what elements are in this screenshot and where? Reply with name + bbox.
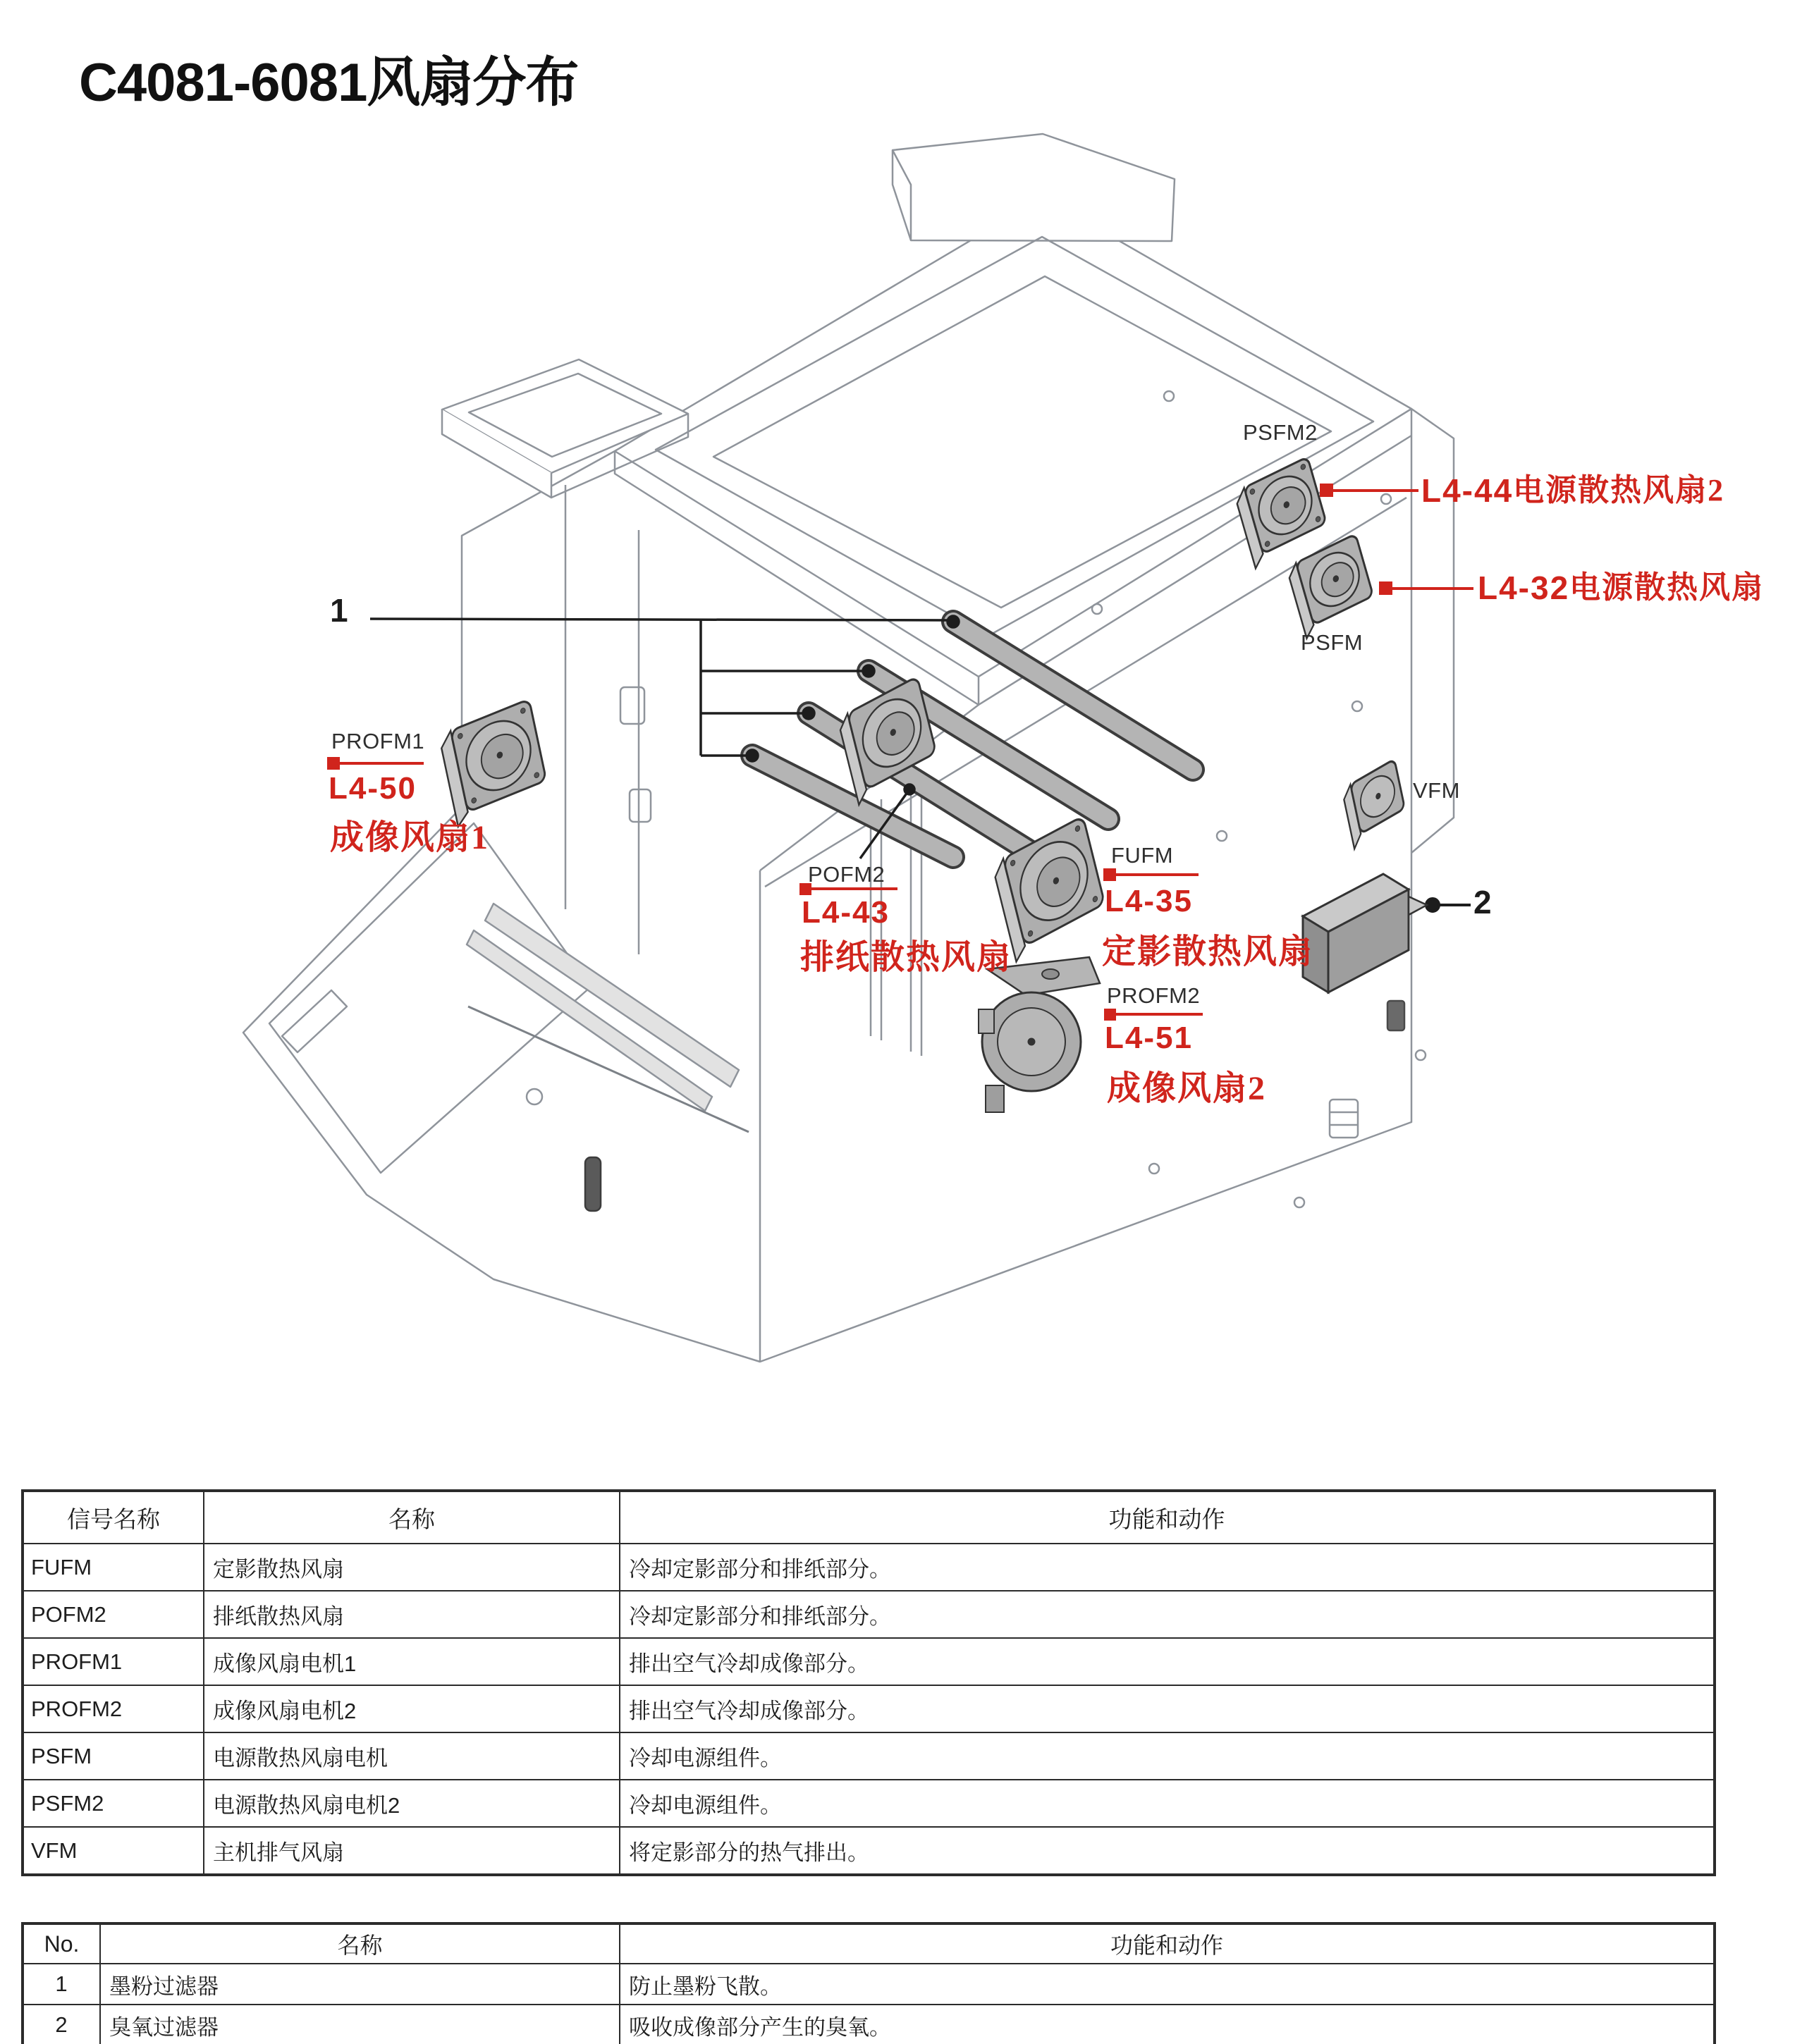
column-header: 信号名称	[23, 1491, 204, 1544]
table-cell: 冷却电源组件。	[620, 1780, 1715, 1827]
table-cell: 臭氧过滤器	[100, 2005, 620, 2044]
callout-2-leader	[1426, 899, 1471, 911]
fan-label-profm1: PROFM1	[331, 729, 425, 753]
table-cell: 排纸散热风扇	[204, 1591, 620, 1638]
column-header: 名称	[204, 1491, 620, 1544]
annotation-l4-44	[1421, 474, 1724, 507]
annotation-l4-32	[1478, 571, 1764, 605]
annotation-l4-32-code: L4-32	[1478, 570, 1570, 606]
table-cell: 冷却电源组件。	[620, 1732, 1715, 1780]
table-cell: 成像风扇电机2	[204, 1685, 620, 1732]
table-cell: 电源散热风扇电机2	[204, 1780, 620, 1827]
column-header: 功能和动作	[620, 1923, 1715, 1964]
annotation-l4-50-label: 成像风扇1	[330, 819, 490, 856]
annotation-l4-50-code: L4-50	[329, 771, 417, 806]
annotation-l4-43-label: 排纸散热风扇	[800, 939, 1012, 976]
filter-table	[21, 1922, 1716, 2044]
table-cell: 吸收成像部分产生的臭氧。	[620, 2005, 1715, 2044]
table-cell: PROFM1	[23, 1638, 204, 1685]
table-cell: FUFM	[23, 1544, 204, 1591]
table-cell: PROFM2	[23, 1685, 204, 1732]
fan-label-vfm: VFM	[1413, 778, 1460, 803]
table-row	[23, 1780, 1715, 1827]
header-row	[23, 1491, 1715, 1544]
fan-label-psfm: PSFM	[1301, 630, 1363, 655]
table-row	[23, 1732, 1715, 1780]
table-cell: PSFM2	[23, 1780, 204, 1827]
annotation-l4-51-label: 成像风扇2	[1107, 1070, 1267, 1107]
fan-signal-table	[21, 1489, 1716, 1876]
table-cell: 排出空气冷却成像部分。	[620, 1685, 1715, 1732]
fan-label-psfm2: PSFM2	[1243, 420, 1318, 445]
annotation-l4-35-label: 定影散热风扇	[1102, 933, 1314, 971]
table-row	[23, 1827, 1715, 1875]
table-cell: 电源散热风扇电机	[204, 1732, 620, 1780]
table-cell: VFM	[23, 1827, 204, 1875]
header-row	[23, 1923, 1715, 1964]
annotation-l4-32-label: 电源散热风扇	[1569, 570, 1765, 605]
table-row	[23, 1544, 1715, 1591]
table-cell: 主机排气风扇	[204, 1827, 620, 1875]
table-cell: 将定影部分的热气排出。	[620, 1827, 1715, 1875]
fan-label-fufm: FUFM	[1111, 843, 1174, 868]
table-row	[23, 2005, 1715, 2044]
table-row	[23, 1964, 1715, 2005]
table-cell: 排出空气冷却成像部分。	[620, 1638, 1715, 1685]
annotation-l4-43-code: L4-43	[802, 895, 890, 930]
page-title: C4081-6081风扇分布	[79, 53, 579, 113]
table-cell: 防止墨粉飞散。	[620, 1964, 1715, 2005]
callout-2: 2	[1473, 884, 1492, 921]
callout-1: 1	[330, 592, 348, 629]
table-cell: POFM2	[23, 1591, 204, 1638]
column-header: 功能和动作	[620, 1491, 1715, 1544]
column-header: 名称	[100, 1923, 620, 1964]
table-row	[23, 1638, 1715, 1685]
table-cell: 成像风扇电机1	[204, 1638, 620, 1685]
column-header: No.	[23, 1923, 100, 1964]
table-row	[23, 1591, 1715, 1638]
table-cell: 2	[23, 2005, 100, 2044]
table-cell: 冷却定影部分和排纸部分。	[620, 1591, 1715, 1638]
annotation-l4-44-code: L4-44	[1421, 472, 1514, 509]
fan-label-pofm2: POFM2	[808, 862, 885, 887]
table-cell: 墨粉过滤器	[100, 1964, 620, 2005]
table-row	[23, 1685, 1715, 1732]
table-cell: 冷却定影部分和排纸部分。	[620, 1544, 1715, 1591]
table-cell: 1	[23, 1964, 100, 2005]
table-cell: PSFM	[23, 1732, 204, 1780]
table-cell: 定影散热风扇	[204, 1544, 620, 1591]
annotation-l4-44-label: 电源散热风扇2	[1513, 473, 1725, 507]
annotation-l4-35-code: L4-35	[1105, 884, 1193, 918]
annotation-l4-51-code: L4-51	[1105, 1021, 1193, 1055]
fan-label-profm2: PROFM2	[1107, 983, 1201, 1008]
